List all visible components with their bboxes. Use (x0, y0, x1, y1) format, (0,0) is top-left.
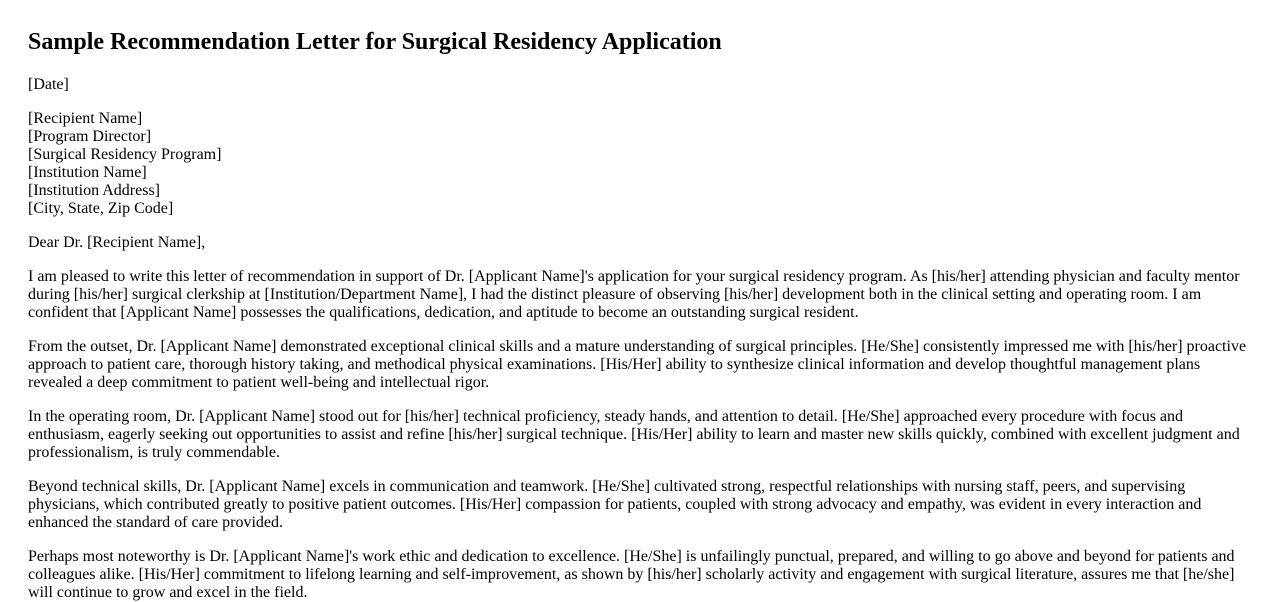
address-line: [Recipient Name] (28, 110, 143, 127)
body-paragraph: I am pleased to write this letter of recommendation in support of Dr. [Applicant Name]'s application for your surgical residency program. As [his/her] attending physician and faculty mentor during [his/her] surgical clerkship at [Institution/Department Name], I had the distinct pleasure of observing [his/her] development both in the clinical setting and operating room. I am confident that [Applicant Name] possesses the qualifications, dedication, and aptitude to become an outstanding surgical resident. (28, 268, 1240, 321)
address-line: [Institution Address] (28, 182, 160, 199)
body-paragraph: Beyond technical skills, Dr. [Applicant Name] excels in communication and teamwork. [He/She] cultivated strong, respectful relationships with nursing staff, peers, and supervising physicians, which contributed greatly to positive patient outcomes. [His/Her] compassion for patients, coupled with strong advocacy and empathy, was evident in every interaction and enhanced the standard of care provided. (28, 478, 1202, 531)
salutation: Dear Dr. [Recipient Name], (28, 234, 206, 251)
address-line: [City, State, Zip Code] (28, 200, 174, 217)
body-paragraph: In the operating room, Dr. [Applicant Name] stood out for [his/her] technical proficiency, steady hands, and attention to detail. [He/She] approached every procedure with focus and enthusiasm, eagerly seeking out opportunities to assist and refine [his/her] surgical technique. [His/Her] ability to learn and master new skills quickly, combined with excellent judgment and professionalism, is truly commendable. (28, 408, 1240, 461)
recipient-address (28, 110, 1278, 218)
address-line: [Program Director] (28, 128, 152, 145)
body-paragraph: Perhaps most noteworthy is Dr. [Applicant Name]'s work ethic and dedication to excellence. [He/She] is unfailingly punctual, prepared, and willing to go above and beyond for patients and colleagues alike. [His/Her] commitment to lifelong learning and self-improvement, as shown by [his/her] scholarly activity and engagement with surgical literature, assures me that [he/she] will continue to grow and excel in the field. (28, 548, 1235, 601)
body-paragraph: From the outset, Dr. [Applicant Name] demonstrated exceptional clinical skills and a mature understanding of surgical principles. [He/She] consistently impressed me with [his/her] proactive approach to patient care, thorough history taking, and methodical physical examinations. [His/Her] ability to synthesize clinical information and develop thoughtful management plans revealed a deep commitment to patient well-being and intellectual rigor. (28, 338, 1247, 391)
document-title: Sample Recommendation Letter for Surgical Residency Application (28, 29, 722, 55)
address-line: [Institution Name] (28, 164, 147, 181)
address-line: [Surgical Residency Program] (28, 146, 222, 163)
date-line: [Date] (28, 76, 69, 93)
